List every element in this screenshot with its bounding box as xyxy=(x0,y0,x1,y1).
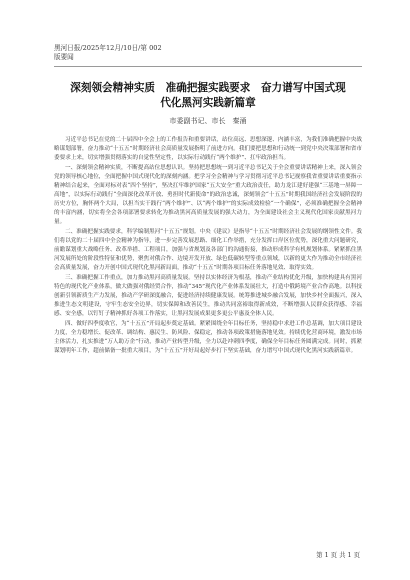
header-divider xyxy=(54,66,362,67)
article-paragraph: 习近平总书记在党的二十届四中全会上的工作报告和重要讲话，站位高远、思想深邃、内涵丰富，为我们准确把握中央战略谋划部署，奋力推动“十五五”时期经济社会高质量发展指明了前进方向。我们要把思想和行动统一到党中央决策部署和省市委要求上来，切实增强贯彻落实的自觉性坚定性，以实际行动践行“两个维护”、扛牢政治担当。 xyxy=(54,137,362,162)
article-paragraph: 四、做好四季度收官，为“十五五”开局起步奠定基础。紧紧围绕全年目标任务，坚持稳中求进工作总基调，加大项目建设力度，全力稳增长、促改革、调结构、惠民生、防风险、保稳定，推动各项政策措施落地见效。持续优化营商环境，激发市场主体活力，扎实推进“万人助万企”行动，推动产业转型升级，全力以赴冲刺四季度，确保全年目标任务圆满完成。同时，抓紧谋划明年工作，超前储备一批重大项目，为“十五五”开好局起好步打下坚实基础，奋力谱写中国式现代化黑河实践新篇章。 xyxy=(54,320,362,355)
page-number: 第 1 页 共 1 页 xyxy=(316,551,360,559)
publication-line-1: 黑河日报/2025年12月/10日/第 002 xyxy=(54,44,162,52)
article-paragraph: 二、准确把握实践要求，科学编制黑河“十五五”规划。中央《建议》是指导“十五五”时期经济社会发展的纲领性文件。我们将以党的二十届四中全会精神为指导，进一步完善发展思路、细化工作举措，充分发挥口岸区位优势，深化重大问题研究，前瞻谋划重大战略任务、改革举措、工程项目，加强与省规划及各部门的沟通衔接，推动形成科学有机规划体系。紧紧抓住黑河发展所处的阶段性特征和优势，聚焦对俄合作、边境开发开放、绿色低碳转型等重点领域，以新的更大作为推动全市经济社会高质量发展，奋力开创中国式现代化黑河新局面，推动“十五五”时期各项目标任务落地见效、取得实效。 xyxy=(54,228,362,272)
article-body xyxy=(54,136,362,356)
article-title-line-1: 深刻领会精神实质 准确把握实践要求 奋力谱写中国式现 xyxy=(70,82,346,94)
article-paragraph: 一、深刻领会精神实质，不断提高站位思想认识。坚持把思想统一到习近平总书记关于全会重要讲话精神上来，深入领会党的领导核心地位，全面把握中国式现代化的深刻内涵。把学习全会精神与学习贯彻习近平总书记视察我省重要讲话重要指示精神结合起来，全面对标对表“四个坚持”，坚决扛牢维护国家“五大安全”重大政治责任，助力龙江建好建强“三基地一屏障一高地”，以实际行动践行“全面深化改革开放、勇担时代新使命”的政治忠诚，深刻领会“十五五”时期我国经济社会发展阶段的历史方位，胸怀两个大局，以担当实干践行“两个维护”、以“两个维护”的实际成效检验“一个确保”，必须准确把握全会精神的丰富内涵，切实将全会各项部署要求转化为推动黑河高质量发展的强大动力，为全面建设社会主义现代化国家贡献黑河力量。 xyxy=(54,164,362,226)
publication-line-2: 版要闻 xyxy=(54,53,74,61)
article-paragraph: 三、准确把握工作重点，加力推动黑河高质量发展。坚持以实体经济为根基，推动产业结构优化升级，加快构建具有黑河特色的现代化产业体系，做大做强对俄经贸合作，推动“345”现代化产业体系发展壮大，打造中俄跨境产业合作高地。以科技创新引领新质生产力发展，推动产学研深度融合，促进经济持续健康发展。统筹推进城乡融合发展，加快乡村全面振兴，深入推进生态文明建设，守牢生态安全边界，切实保障和改善民生，推动共同富裕取得新成效，不断增强人民群众获得感、幸福感、安全感，以钉钉子精神抓好各项工作落实，让黑河发展成果更多更公平惠及全体人民。 xyxy=(54,274,362,318)
article-title xyxy=(60,81,356,111)
article-author: 市委副书记、市长 秦涌 xyxy=(169,117,247,125)
publication-info xyxy=(54,44,362,62)
article-title-line-2: 代化黑河实践新篇章 xyxy=(160,97,256,109)
